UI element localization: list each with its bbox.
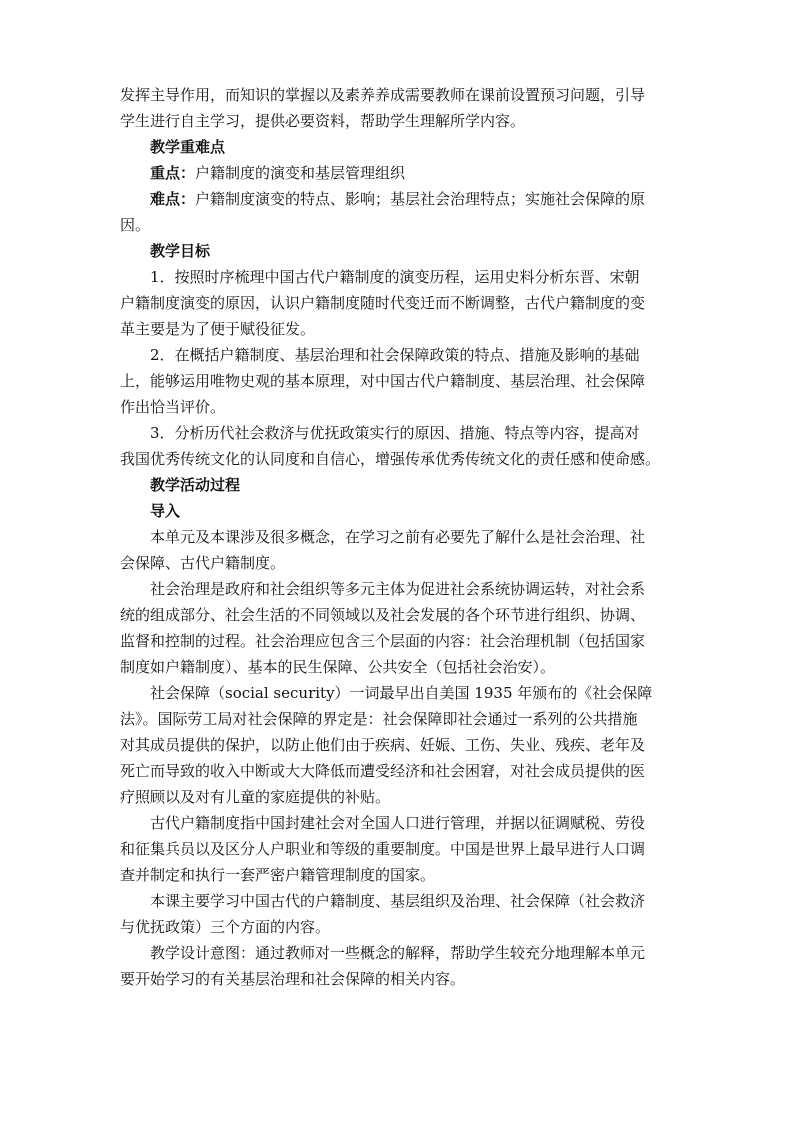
process-heading: 教学活动过程: [150, 476, 241, 494]
difficult-point-line-2: 因。: [120, 216, 151, 234]
key-points-heading: 教学重难点: [150, 138, 226, 156]
para-2-line-3: 监督和控制的过程。社会治理应包含三个层面的内容：社会治理机制（包括国家: [120, 632, 646, 650]
para-5-line-1: 本课主要学习中国古代的户籍制度、基层组织及治理、社会保障（社会救济: [150, 892, 646, 910]
para-2-line-1: 社会治理是政府和社会组织等多元主体为促进社会系统协调运转，对社会系: [150, 580, 646, 598]
para-4-line-2: 和征集兵员以及区分人户职业和等级的重要制度。中国是世界上最早进行人口调: [120, 840, 646, 858]
intro-line-1: 发挥主导作用，而知识的掌握以及素养养成需要教师在课前设置预习问题，引导: [120, 86, 646, 104]
para-1-line-2: 会保障、古代户籍制度。: [120, 554, 286, 572]
goal-1-line-1: 1．按照时序梳理中国古代户籍制度的演变历程，运用史料分析东晋、宋朝: [150, 268, 640, 286]
para-5-line-2: 与优抚政策）三个方面的内容。: [120, 918, 331, 936]
para-1-line-1: 本单元及本课涉及很多概念，在学习之前有必要先了解什么是社会治理、社: [150, 528, 646, 546]
para-3-line-2: 法》。国际劳工局对社会保障的界定是：社会保障即社会通过一系列的公共措施: [120, 710, 638, 728]
para-2-line-4: 制度如户籍制度）、基本的民生保障、公共安全（包括社会治安）。: [120, 658, 556, 676]
para-6-line-1: 教学设计意图：通过教师对一些概念的解释，帮助学生较充分地理解本单元: [150, 944, 646, 962]
para-3-line-3: 对其成员提供的保护，以防止他们由于疾病、妊娠、工伤、失业、残疾、老年及: [120, 736, 646, 754]
intro-subheading: 导入: [150, 502, 181, 520]
goal-2-line-3: 作出恰当评价。: [120, 398, 226, 416]
intro-line-2: 学生进行自主学习，提供必要资料，帮助学生理解所学内容。: [120, 112, 526, 130]
key-point-label: 重点：: [150, 164, 196, 182]
goal-2-line-1: 2．在概括户籍制度、基层治理和社会保障政策的特点、措施及影响的基础: [150, 346, 640, 364]
para-3-line-1: 社会保障（social security）一词最早出自美国 1935 年颁布的《社会保障: [150, 684, 653, 702]
para-4-line-1: 古代户籍制度指中国封建社会对全国人口进行管理，并据以征调赋税、劳役: [150, 814, 646, 832]
difficult-point-text: 户籍制度演变的特点、影响；基层社会治理特点；实施社会保障的原: [195, 190, 646, 208]
goal-1-line-3: 革主要是为了便于赋役征发。: [120, 320, 316, 338]
para-4-line-3: 查并制定和执行一套严密户籍管理制度的国家。: [120, 866, 436, 884]
goal-3-line-2: 我国优秀传统文化的认同度和自信心，增强传承优秀传统文化的责任感和使命感。: [120, 450, 661, 468]
document-page: [120, 82, 680, 992]
para-3-line-5: 疗照顾以及对有儿童的家庭提供的补贴。: [120, 788, 391, 806]
difficult-point-label: 难点：: [150, 190, 196, 208]
goal-2-line-2: 上，能够运用唯物史观的基本原理，对中国古代户籍制度、基层治理、社会保障: [120, 372, 646, 390]
para-3-line-4: 死亡而导致的收入中断或大大降低而遭受经济和社会困窘，对社会成员提供的医: [120, 762, 646, 780]
goals-heading: 教学目标: [150, 242, 211, 260]
para-6-line-2: 要开始学习的有关基层治理和社会保障的相关内容。: [120, 970, 466, 988]
key-point-text: 户籍制度的演变和基层管理组织: [195, 164, 406, 182]
goal-1-line-2: 户籍制度演变的原因，认识户籍制度随时代变迁而不断调整，古代户籍制度的变: [120, 294, 646, 312]
key-point-line: [120, 160, 680, 186]
goal-3-line-1: 3．分析历代社会救济与优抚政策实行的原因、措施、特点等内容，提高对: [150, 424, 640, 442]
difficult-point-line: [120, 186, 680, 212]
para-2-line-2: 统的组成部分、社会生活的不同领域以及社会发展的各个环节进行组织、协调、: [120, 606, 646, 624]
